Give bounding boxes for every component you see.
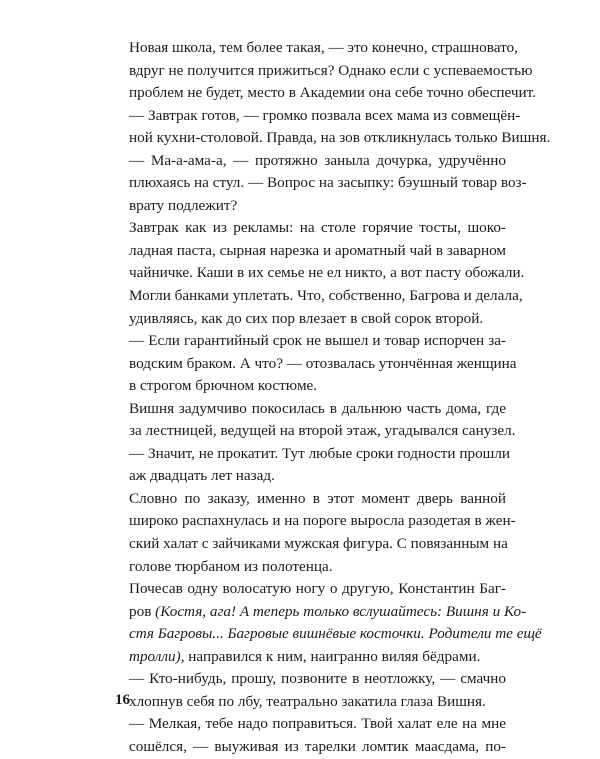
italic-aside: тролли) [129, 647, 181, 665]
text-line: Почесав одну волосатую ногу о другую, Константин Баг- [129, 580, 506, 598]
text-line: — Завтрак готов, — громко позвала всех мама из совмещён- [129, 106, 521, 124]
text-line: Вишня задумчиво покосилась в дальнюю часть дома, где [129, 399, 506, 417]
text-line: ский халат с зайчиками мужская фигура. С повязанным на [129, 535, 508, 553]
paragraph [115, 443, 511, 488]
text-line: Могли банками уплетать. Что, собственно, Багрова и делала, [129, 287, 523, 305]
text-line [115, 623, 542, 646]
text-line: Новая школа, тем более такая, — это конечно, страшновато, [129, 39, 518, 56]
text-line: аж двадцать лет назад. [129, 467, 275, 485]
text-line: Завтрак как из рекламы: на столе горячие тосты, шоко- [129, 219, 506, 237]
text-line: чайничке. Каши в их семье не ел никто, а вот пасту обожали. [129, 264, 525, 282]
text-line: — Кто-нибудь, прошу, позвоните в неотложку, — смачно [129, 670, 506, 688]
text-line: ров (Костя, ага! А теперь только вслушайтесь: Вишня и Ко- [129, 602, 527, 620]
text-line: хлопнув себя по лбу, театрально закатила глаза Вишня. [129, 692, 486, 710]
text-line: широко распахнулась и на пороге выросла разодетая в жен- [129, 512, 516, 530]
italic-aside: стя Багровы... Багровые вишнёвые косточки. Родители те ещё [129, 625, 542, 643]
text-line: за лестницей, ведущей на второй этаж, угадывался санузел. [129, 422, 516, 440]
paragraph [115, 150, 527, 218]
text-line: — Ма-а-ама-а, — протяжно заныла дочурка, удручённо [129, 151, 506, 169]
text-line: вдруг не получится прижиться? Однако если с успеваемостью [129, 61, 533, 79]
paragraph [115, 713, 506, 758]
page-body-text [115, 37, 551, 759]
text-line: ной кухни-столовой. Правда, на зов откликнулась только Вишня. [129, 129, 551, 147]
text-line: — Если гарантийный срок не вышел и товар испорчен за- [129, 332, 506, 350]
italic-aside: (Костя, ага! А теперь только вслушайтесь: Вишня и Ко- [155, 602, 527, 620]
text-line: голове тюрбаном из полотенца. [129, 557, 333, 575]
paragraph [115, 217, 525, 330]
text-line: ладная паста, сырная нарезка и ароматный чай в заварном [129, 241, 506, 259]
text-line: врату подлежит? [129, 196, 238, 214]
paragraph [115, 105, 551, 150]
text-line: сошёлся, — выуживая из тарелки ломтик маасдама, по- [129, 737, 506, 755]
text-line: удивляясь, как до сих пор влезает в свой сорок второй. [129, 309, 484, 327]
text-line: плюхаясь на стул. — Вопрос на засыпку: бэушный товар воз- [129, 174, 527, 192]
paragraph [115, 398, 516, 443]
paragraph [115, 488, 516, 578]
text-line: Словно по заказу, именно в этот момент дверь ванной [129, 489, 506, 507]
paragraph [115, 37, 536, 105]
paragraph [115, 578, 542, 668]
text-line: тролли), направился к ним, наигранно виляя бёдрами. [129, 647, 481, 665]
text-line: проблем не будет, место в Академии она себе точно обеспечит. [129, 84, 536, 102]
page-number: 16 [115, 692, 130, 708]
text-line: в строгом брючном костюме. [129, 377, 318, 395]
paragraph [115, 668, 506, 713]
text-line: водским браком. А что? — отозвалась утончённая женщина [129, 354, 517, 372]
text-line: — Мелкая, тебе надо поправиться. Твой халат еле на мне [129, 715, 506, 733]
paragraph [115, 330, 517, 398]
text-line: — Значит, не прокатит. Тут любые сроки годности прошли [129, 444, 511, 462]
